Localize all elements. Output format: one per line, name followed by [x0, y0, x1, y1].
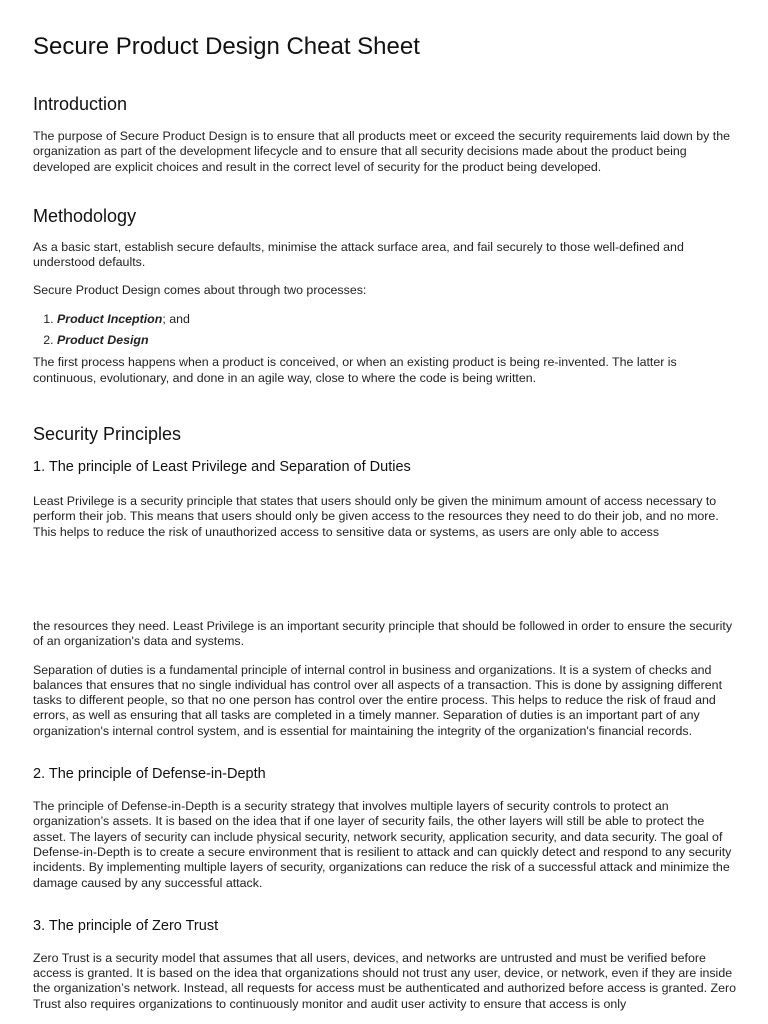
zero-trust-heading: 3. The principle of Zero Trust — [33, 917, 219, 934]
process-name: Product Inception — [57, 311, 163, 326]
least-privilege-paragraph-part-1: Least Privilege is a security principle that states that users should only be given the minimum amount of access necessary to perform their job. This means that users should only be given access to the resources they need to do their job, and no more. This helps to reduce the risk of unauthorized access to sensitive data or systems, as users are only able to access — [33, 493, 719, 539]
list-item — [57, 333, 737, 348]
page-title: Secure Product Design Cheat Sheet — [33, 33, 420, 60]
page-bottom-section — [33, 619, 737, 1012]
separation-of-duties-paragraph: Separation of duties is a fundamental principle of internal control in business and organizations. It is a system of checks and balances that ensures that no single individual has control over all aspects of a transaction. This is done by assigning different tasks to different people, so that no one person has control over the entire process. This helps to reduce the risk of fraud and errors, as well as ensuring that all tasks are completed in a timely manner. Separation of duties is an important part of any organization's internal control system, and is essential for maintaining the integrity of the organization's financial records. — [33, 662, 723, 738]
process-name: Product Design — [57, 333, 149, 348]
defense-in-depth-paragraph: The principle of Defense-in-Depth is a security strategy that involves multiple layers of security controls to protect an organization’s assets. It is based on the idea that if one layer of security fails, the other layers will still be able to protect the asset. The layers of security can include physical security, network security, application security, and data security. The goal of Defense-in-Depth is to create a secure environment that is resilient to attack and can quickly detect and respond to any security incidents. By implementing multiple layers of security, organizations can reduce the risk of a successful attack and minimize the damage caused by any successful attack. — [33, 799, 732, 890]
list-item — [57, 312, 737, 327]
zero-trust-paragraph: Zero Trust is a security model that assumes that all users, devices, and networks are untrusted and must be verified before access is granted. It is based on the idea that organizations should not trust any user, device, or network, even if they are inside the organization’s network. Instead, all requests for access must be authenticated and authorized before access is granted. Zero Trust also requires organizations to continuously monitor and audit user activity to ensure that access is only — [33, 950, 736, 1011]
introduction-paragraph: The purpose of Secure Product Design is to ensure that all products meet or exceed the security requirements laid down by the organization as part of the development lifecycle and to ensure that all security decisions made about the product being developed are explicit choices and result in the correct level of security for the product being developed. — [33, 129, 731, 174]
process-list — [33, 312, 737, 349]
process-suffix: ; and — [162, 311, 190, 326]
defense-in-depth-heading: 2. The principle of Defense-in-Depth — [33, 766, 266, 783]
least-privilege-paragraph-part-2: the resources they need. Least Privilege is an important security principle that should be followed in order to ensure the security of an organization's data and systems. — [33, 619, 733, 649]
introduction-heading: Introduction — [33, 94, 128, 114]
methodology-paragraph-2: Secure Product Design comes about through two processes: — [33, 283, 367, 298]
methodology-heading: Methodology — [33, 205, 137, 226]
page-top-section — [33, 0, 737, 540]
security-principles-heading: Security Principles — [33, 423, 182, 444]
methodology-paragraph-1: As a basic start, establish secure defaults, minimise the attack surface area, and fail securely to those well-defined and understood defaults. — [33, 239, 684, 270]
methodology-paragraph-3: The first process happens when a product is conceived, or when an existing product is being re-invented. The latter is continuous, evolutionary, and done in an agile way, close to where the code is being written. — [33, 355, 677, 385]
least-privilege-heading: 1. The principle of Least Privilege and Separation of Duties — [33, 458, 411, 475]
